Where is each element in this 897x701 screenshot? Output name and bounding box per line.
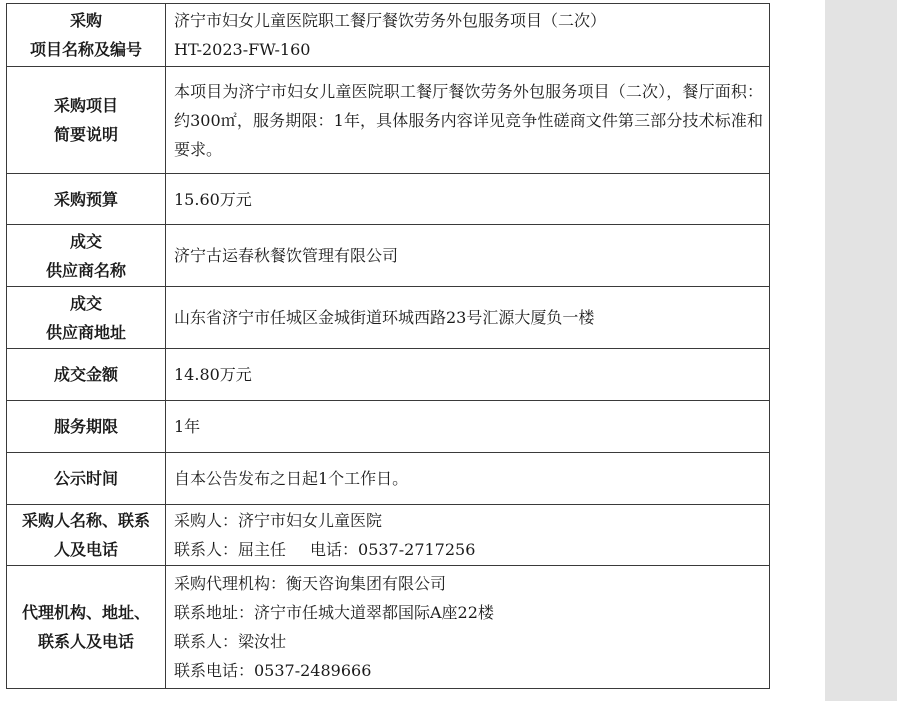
label-supplier-address (7, 287, 166, 349)
label-line: 公示时间 (53, 469, 118, 488)
label-line: 联系人及电话 (37, 632, 134, 651)
label-line: 服务期限 (53, 417, 118, 436)
label-line: 采购 (69, 11, 102, 30)
table-row-purchaser-contact (7, 505, 770, 566)
label-line: 项目名称及编号 (29, 40, 142, 59)
service-period-text: 1年 (174, 417, 201, 436)
label-line: 采购人名称、联系 (21, 511, 150, 530)
agency-name-text: 采购代理机构：衡天咨询集团有限公司 (174, 574, 447, 593)
label-line: 成交 (69, 293, 102, 313)
value-supplier-name (166, 225, 770, 287)
label-project-summary (7, 67, 166, 174)
value-supplier-address (166, 287, 770, 349)
label-line: 采购预算 (53, 189, 118, 209)
project-summary-text: 本项目为济宁市妇女儿童医院职工餐厅餐饮劳务外包服务项目（二次），餐厅面积：约300㎡，服务期限：1年，具体服务内容详见竞争性磋商文件第三部分技术标准和要求。 (174, 81, 763, 159)
label-deal-amount (7, 349, 166, 401)
value-agency-contact (166, 566, 770, 689)
label-agency-contact (7, 566, 166, 689)
value-purchaser-contact (166, 505, 770, 566)
label-line: 供应商地址 (45, 322, 126, 342)
purchaser-contact-person: 联系人：屈主任 (174, 540, 287, 559)
project-name-text: 济宁市妇女儿童医院职工餐厅餐饮劳务外包服务项目（二次） (174, 11, 607, 30)
label-line: 代理机构、地址、 (21, 603, 150, 622)
agency-address-text: 联系地址：济宁市任城大道翠都国际A座22楼 (174, 603, 494, 622)
purchaser-contact-line (174, 535, 763, 564)
supplier-address-text: 山东省济宁市任城区金城街道环城西路23号汇源大厦负一楼 (174, 308, 595, 327)
table-row-service-period (7, 401, 770, 453)
label-publicity-time (7, 453, 166, 505)
label-line: 成交金额 (53, 365, 118, 384)
label-purchaser-contact (7, 505, 166, 566)
label-line: 人及电话 (53, 540, 118, 559)
table-row-deal-amount (7, 349, 770, 401)
value-service-period (166, 401, 770, 453)
value-publicity-time (166, 453, 770, 505)
table-row-project-name (7, 4, 770, 67)
table-row-agency-contact (7, 566, 770, 689)
agency-contact-person: 联系人：梁汝壮 (174, 632, 287, 651)
value-budget (166, 174, 770, 225)
table-row-budget (7, 174, 770, 225)
label-line: 采购项目 (53, 96, 118, 115)
table-row-publicity-time (7, 453, 770, 505)
label-project-name (7, 4, 166, 67)
deal-amount-text: 14.80万元 (174, 365, 252, 384)
table-row-supplier-address (7, 287, 770, 349)
label-line: 供应商名称 (45, 260, 126, 280)
supplier-name-text: 济宁古运春秋餐饮管理有限公司 (174, 246, 399, 265)
agency-phone: 联系电话：0537-2489666 (174, 661, 372, 680)
label-line: 成交 (69, 231, 102, 251)
value-project-summary (166, 67, 770, 174)
label-budget (7, 174, 166, 225)
value-project-name (166, 4, 770, 67)
table-row-supplier-name (7, 225, 770, 287)
procurement-result-table (6, 3, 770, 689)
purchaser-text: 采购人：济宁市妇女儿童医院 (174, 511, 383, 530)
label-line: 简要说明 (53, 125, 118, 144)
label-service-period (7, 401, 166, 453)
publicity-time-text: 自本公告发布之日起1个工作日。 (174, 469, 409, 488)
value-deal-amount (166, 349, 770, 401)
table-row-project-summary (7, 67, 770, 174)
scrollbar-track[interactable] (825, 0, 897, 701)
project-code-text: HT-2023-FW-160 (174, 40, 311, 59)
budget-text: 15.60万元 (174, 189, 252, 209)
purchaser-phone: 电话：0537-2717256 (310, 540, 476, 559)
label-supplier-name (7, 225, 166, 287)
